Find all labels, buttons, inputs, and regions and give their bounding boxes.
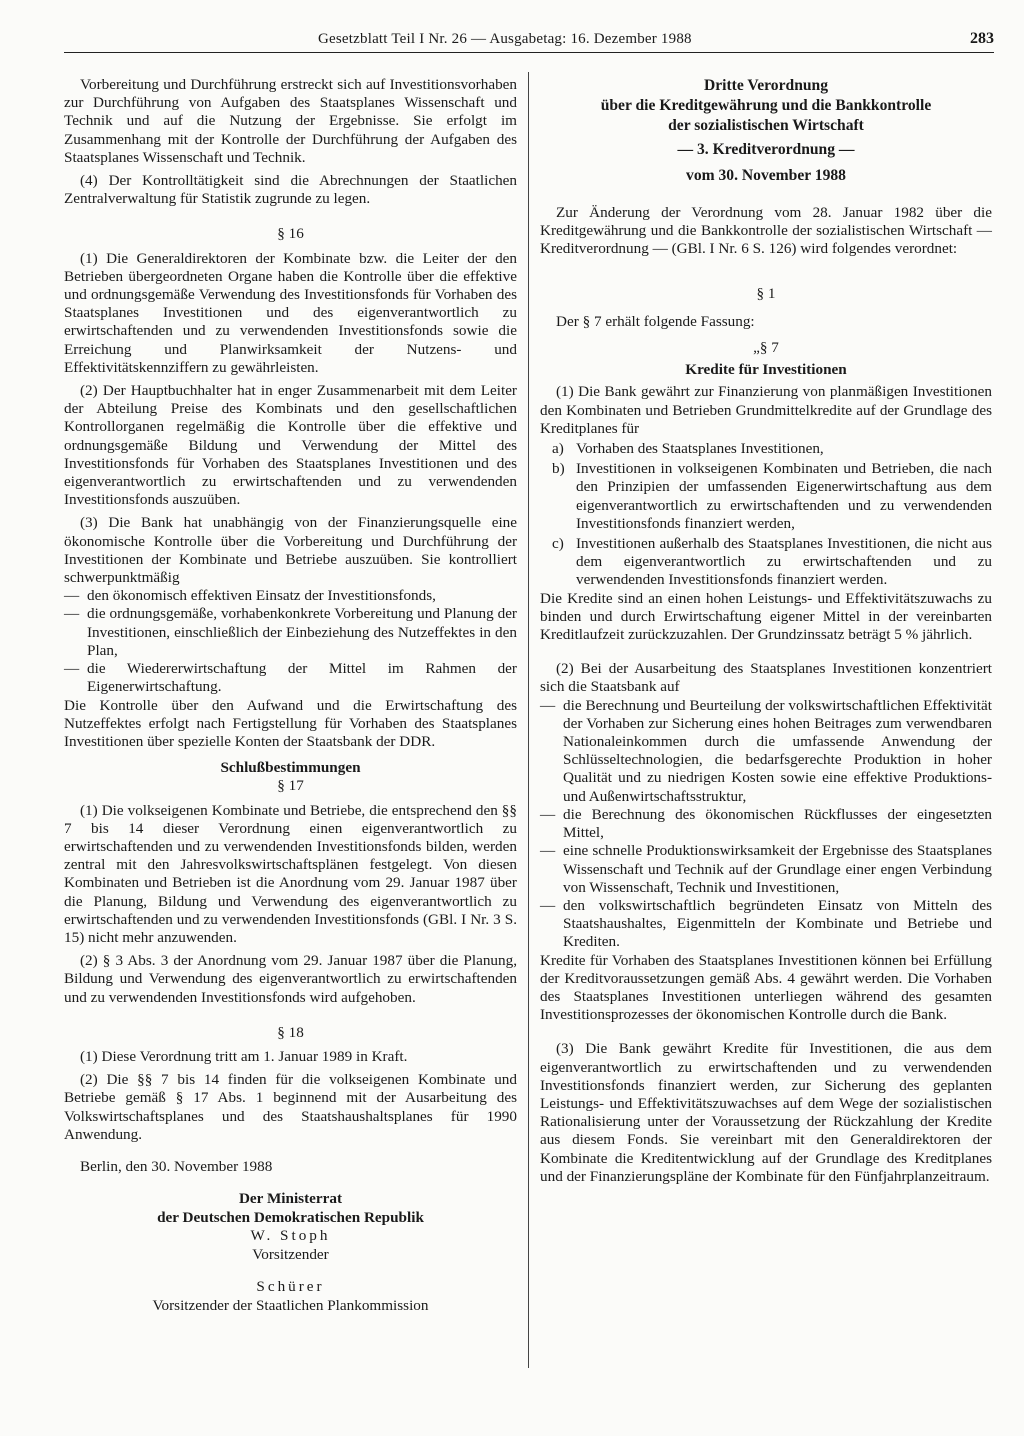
section-heading-7: „§ 7 bbox=[753, 339, 779, 357]
list-item-text: die Berechnung des ökonomischen Rückflusses der eingesetzten Mittel, bbox=[563, 805, 992, 842]
list-item-text: Investitionen in volkseigenen Kombinaten und Betrieben, die nach den Prinzipien der umfassenden Eigenerwirtschaftung aus dem eigenverantwortlich zu erwirtschaftenden und zu verwendenden Investitionsfonds finanziert werden, bbox=[576, 460, 992, 532]
paragraph: (2) Die §§ 7 bis 14 finden für die volkseigenen Kombinate und Betriebe gemäß § 17 Abs. 1 beginnend mit der Ausarbeitung des Volkswirtschaftsplanes und des Staatshaushaltsplanes für 1990 Anwendung. bbox=[64, 1071, 517, 1143]
ordinance-title: Dritte Verordnung bbox=[703, 77, 829, 94]
list-item-text: den volkswirtschaftlich begründeten Einsatz von Mitteln des Staatshaushaltes, Eigenmitteln der Kombinate und Betriebe und Krediten. bbox=[563, 896, 992, 951]
list-item-text: die Wiedererwirtschaftung der Mittel im Rahmen der Eigenerwirtschaftung. bbox=[87, 660, 517, 696]
list-item-text: den ökonomisch effektiven Einsatz der Investitionsfonds, bbox=[87, 587, 436, 605]
paragraph: (1) Die Bank gewährt zur Finanzierung von planmäßigen Investitionen den Kombinaten und Betrieben Grundmittelkredite auf der Grundlage des Kreditplanes für bbox=[540, 383, 992, 437]
dash-marker: — bbox=[540, 805, 556, 823]
gazette-title: Gesetzblatt Teil I Nr. 26 — Ausgabetag: 16. Dezember 1988 bbox=[318, 31, 692, 47]
page-number: 283 bbox=[970, 30, 994, 47]
paragraph: Die Kredite sind an einen hohen Leistungs- und Effektivitätszuwachs zu binden und durch Erwirtschaftung eigener Mittel in der vereinbarten Kreditlaufzeit zurückzuzahlen. Der Grundzinssatz beträgt 5 % jährlich. bbox=[540, 589, 992, 644]
paragraph: Vorbereitung und Durchführung erstreckt sich auf Investitionsvorhaben zur Durchführung von Aufgaben des Staatsplanes Wissenschaft und Technik und auf die Nutzung der Ergebnisse. Sie erfolgt im Zusammenhang mit der Kontrolle der Durchführung der Aufgaben des Staatsplanes Wissenschaft und Technik. bbox=[64, 76, 517, 166]
list-item-text: die Berechnung und Beurteilung der volkswirtschaftlichen Effektivität der Vorhaben zur Sicherung eines hohen Beitrages zum verwendbaren Nationaleinkommen durch die umfassende Anwendung der Schlüsseltechnologien, die bedarfsgerechte Produktion in hoher Qualität und zu niedrigen Kosten sowie eine effektive Produktions- und Außenwirtschaftsstruktur, bbox=[563, 696, 992, 805]
list-item bbox=[64, 660, 517, 696]
place-date: Berlin, den 30. November 1988 bbox=[80, 1157, 273, 1175]
section-heading-18: § 18 bbox=[277, 1023, 304, 1041]
paragraph: Die Kontrolle über den Aufwand und die Erwirtschaftung des Nutzeffektes erfolgt nach Fertigstellung für Vorhaben des Staatsplanes Investitionen über spezielle Konten der Staatsbank der DDR. bbox=[64, 696, 517, 750]
list-item bbox=[540, 806, 992, 842]
list-item bbox=[64, 605, 517, 660]
paragraph: (1) Die Generaldirektoren der Kombinate bzw. die Leiter der den Betrieben übergeordneten Organe haben die Kontrolle über die effektive und ordnungsgemäße Verwendung des Investitionsfonds für Vorhaben des Staatsplanes Investitionen und des eigenverantwortlich zu erwirtschaftenden und zu verwendenden Investitionsfonds sowie die Erreichung und Planwirksamkeit der Nutzens- und Effektivitätskennziffern zu gewährleisten. bbox=[64, 249, 517, 376]
paragraph: (1) Die volkseigenen Kombinate und Betriebe, die entsprechend den §§ 7 bis 14 dieser Verordnung einen eigenverantwortlich zu erwirtschaftenden und zu verwendenden Investitionsfonds bilden, werden zentral mit den Jahresvolkswirtschaftsplänen festgelegt. Von diesen Kombinaten und Betrieben ist die Anordnung vom 29. Januar 1987 über die Planung, Bildung und Verwendung des eigenverantwortlich zu erwirtschaftenden und zu verwendenden Investitionsfonds (GBl. I Nr. 3 S. 15) nicht mehr anzuwenden. bbox=[64, 801, 517, 946]
signatory-name: Schürer bbox=[256, 1278, 325, 1296]
ordinance-title: der sozialistischen Wirtschaft bbox=[668, 117, 864, 134]
ordinance-title: über die Kreditgewährung und die Bankkontrolle bbox=[600, 97, 932, 114]
header-rule bbox=[64, 52, 994, 53]
signature-block bbox=[64, 1190, 517, 1315]
section-title: Kredite für Investitionen bbox=[685, 361, 847, 379]
left-column bbox=[64, 76, 517, 1315]
signatory-name: W. Stoph bbox=[250, 1227, 331, 1245]
paragraph: (2) § 3 Abs. 3 der Anordnung vom 29. Januar 1987 über die Planung, Bildung und Verwendung des eigenverantwortlich zu erwirtschaftenden und zu verwendenden Investitionsfonds wird aufgehoben. bbox=[64, 952, 517, 1006]
list-item-text: die ordnungsgemäße, vorhabenkonkrete Vorbereitung und Planung der Investitionen, einschließlich der Einbeziehung des Nutzeffektes in den Plan, bbox=[87, 605, 517, 659]
dash-marker: — bbox=[540, 842, 556, 860]
paragraph: (3) Die Bank hat unabhängig von der Finanzierungsquelle eine ökonomische Kontrolle über die Vorbereitung und Durchführung der Investitionen der Kombinate und Betriebe auszuüben. Sie kontrolliert schwerpunktmäßig bbox=[64, 514, 517, 587]
paragraph: (2) Der Hauptbuchhalter hat in enger Zusammenarbeit mit dem Leiter der Abteilung Preise des Kombinats und den gesellschaftlichen Kontrollorganen regelmäßig die Kontrolle über die effektive und ordnungsgemäße Bildung und Verwendung der Mittel des Investitionsfonds für Vorhaben des Staatsplanes Investitionen und des eigenverantwortlich zu erwirtschaftenden und zu verwendenden Investitionsfonds auszuüben. bbox=[64, 382, 517, 509]
list-item bbox=[540, 440, 992, 458]
dash-marker: — bbox=[64, 660, 80, 678]
list-item-text: Investitionen außerhalb des Staatsplanes Investitionen, die nicht aus dem eigenverantwortlich zu erwirtschaftenden und zu verwendenden Investitionsfonds finanziert werden. bbox=[576, 535, 992, 589]
section-heading-16: § 16 bbox=[277, 225, 304, 243]
paragraph: Kredite für Vorhaben des Staatsplanes Investitionen können bei Erfüllung der Kreditvoraussetzungen gemäß Abs. 4 gewährt werden. Die Vorhaben des Staatsplanes Investitionen unterliegen während des gesamten Investitionsprozesses der ökonomischen Kontrolle durch die Bank. bbox=[540, 951, 992, 1024]
dash-marker: — bbox=[540, 696, 556, 714]
section-heading-1: § 1 bbox=[756, 284, 776, 302]
list-item bbox=[540, 697, 992, 806]
list-item bbox=[64, 587, 517, 605]
signature-organ: Der Ministerrat bbox=[238, 1190, 343, 1208]
paragraph: (2) Bei der Ausarbeitung des Staatsplanes Investitionen konzentriert sich die Staatsbank auf bbox=[540, 660, 992, 696]
paragraph: (3) Die Bank gewährt Kredite für Investitionen, die aus dem eigenverantwortlich zu erwirtschaftenden und zu verwendenden Investitionsfonds finanziert werden, zur Sicherung des geplanten Leistungs- und Effektivitätszuwachses auf dem Wege der sozialistischen Rationalisierung unter der Voraussetzung der Rückzahlung der Kredite aus diesem Fonds. Sie vereinbart mit den Generaldirektoren der Kombinate die Kreditentwicklung auf der Grundlage des Kreditplanes und der Finanzierungspläne der Kombinate für den Fünfjahrplanzeitraum. bbox=[540, 1040, 992, 1185]
signatory-role: Vorsitzender bbox=[252, 1245, 329, 1263]
list-item bbox=[540, 842, 992, 897]
paragraph: Der § 7 erhält folgende Fassung: bbox=[556, 312, 755, 330]
page-header bbox=[64, 30, 994, 52]
column-divider bbox=[528, 72, 529, 1368]
closing-provisions-heading: Schlußbestimmungen bbox=[220, 759, 361, 777]
paragraph: (1) Diese Verordnung tritt am 1. Januar 1989 in Kraft. bbox=[80, 1047, 408, 1065]
ordinance-date: vom 30. November 1988 bbox=[686, 167, 846, 184]
dash-marker: — bbox=[64, 587, 80, 605]
list-marker: a) bbox=[552, 440, 564, 458]
paragraph: Zur Änderung der Verordnung vom 28. Januar 1982 über die Kreditgewährung und die Bankkontrolle der sozialistischen Wirtschaft — Kreditverordnung — (GBl. I Nr. 6 S. 126) wird folgendes verordnet: bbox=[540, 204, 992, 258]
list-item bbox=[540, 460, 992, 533]
list-item bbox=[540, 535, 992, 590]
list-marker: b) bbox=[552, 460, 565, 478]
list-item-text: eine schnelle Produktionswirksamkeit der Ergebnisse des Staatsplanes Wissenschaft und Technik auf der Grundlage einer engen Verbindung von Wissenschaft, Technik und Investitionen, bbox=[563, 842, 992, 896]
dash-marker: — bbox=[540, 896, 556, 914]
right-column bbox=[540, 76, 992, 1186]
list-item bbox=[540, 897, 992, 952]
signature-organ: der Deutschen Demokratischen Republik bbox=[157, 1208, 424, 1226]
list-marker: c) bbox=[552, 535, 564, 553]
ordinance-short-title: — 3. Kreditverordnung — bbox=[677, 141, 855, 158]
section-heading-17: § 17 bbox=[277, 777, 304, 795]
signatory-role: Vorsitzender der Staatlichen Plankommission bbox=[152, 1296, 429, 1314]
dash-marker: — bbox=[64, 605, 80, 623]
paragraph: (4) Der Kontrolltätigkeit sind die Abrechnungen der Staatlichen Zentralverwaltung für Statistik zugrunde zu legen. bbox=[64, 172, 517, 208]
list-item-text: Vorhaben des Staatsplanes Investitionen, bbox=[576, 440, 824, 458]
